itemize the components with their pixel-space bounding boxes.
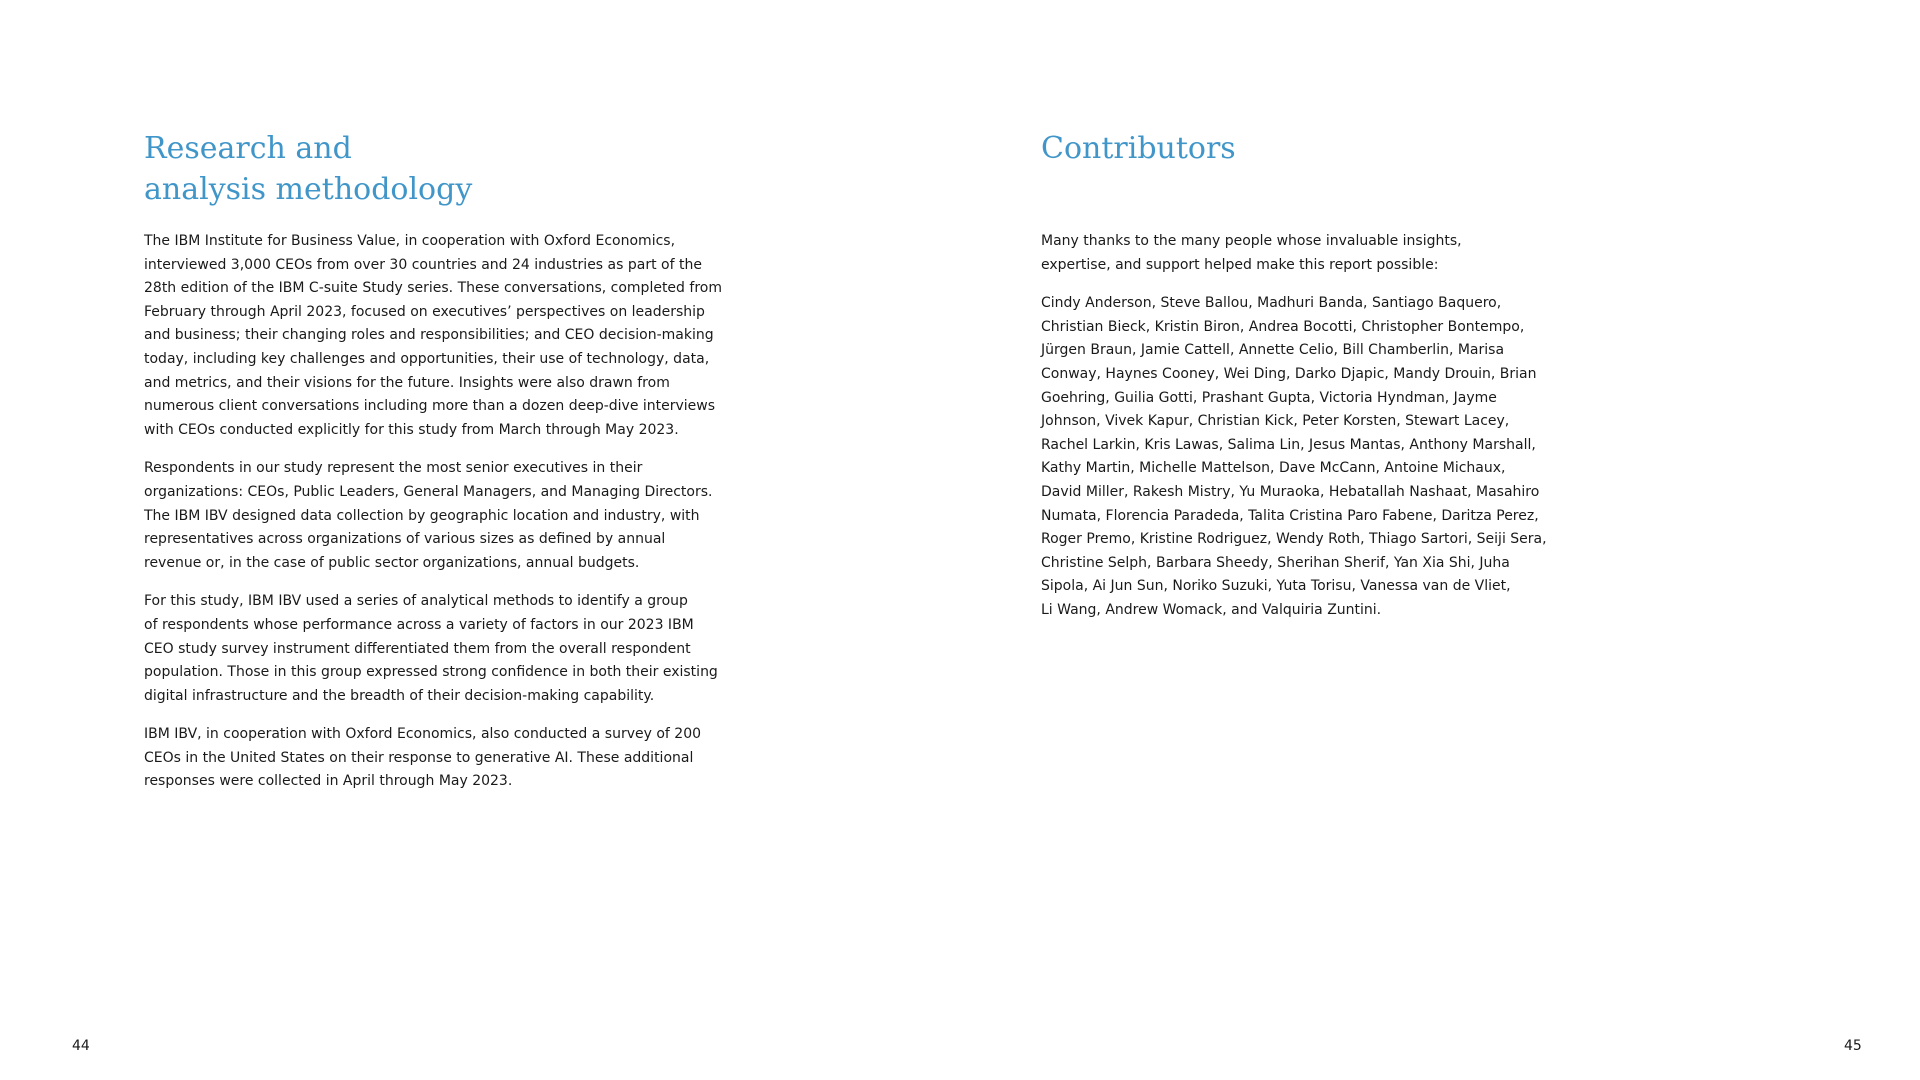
methodology-heading — [144, 128, 472, 210]
page-number-right: 45 — [1844, 1038, 1862, 1054]
contributors-names: Cindy Anderson, Steve Ballou, Madhuri Banda, Santiago Baquero, Christian Bieck, Kristin Biron, Andrea Bocotti, Christopher Bontempo, Jürgen Braun, Jamie Cattell, Annette Celio, Bill Chamberlin, Marisa Conway, Haynes Cooney, Wei Ding, Darko Djapic, Mandy Drouin, Brian Goehring, Guilia Gotti, Prashant Gupta, Victoria Hyndman, Jayme Johnson, Vivek Kapur, Christian Kick, Peter Korsten, Stewart Lacey, Rachel Larkin, Kris Lawas, Salima Lin, Jesus Mantas, Anthony Marshall, Kathy Martin, Michelle Mattelson, Dave McCann, Antoine Michaux, David Miller, Rakesh Mistry, Yu Muraoka, Hebatallah Nashaat, Masahiro Numata, Florencia Paradeda, Talita Cristina Paro Fabene, Daritza Perez, Roger Premo, Kristine Rodriguez, Wendy Roth, Thiago Sartori, Seiji Sera, Christine Selph, Barbara Sheedy, Sherihan Sherif, Yan Xia Shi, Juha Sipola, Ai Jun Sun, Noriko Suzuki, Yuta Torisu, Vanessa van de Vliet, Li Wang, Andrew Womack, and Valquiria Zuntini. — [1041, 295, 1547, 618]
page-number-left: 44 — [72, 1038, 90, 1054]
methodology-paragraph-3: For this study, IBM IBV used a series of analytical methods to identify a group of respondents whose performance across a variety of factors in our 2023 IBM CEO study survey instrument differentiated them from the overall respondent population. Those in this group expressed strong confidence in both their existing digital infrastructure and the breadth of their decision-making capability. — [144, 593, 718, 704]
methodology-heading-line-2: analysis methodology — [144, 172, 473, 207]
methodology-paragraph-2: Respondents in our study represent the most senior executives in their organizations: CEOs, Public Leaders, General Managers, and Managing Directors. The IBM IBV designed data collection by geographic location and industry, with representatives across organizations of various sizes as defined by annual revenue or, in the case of public sector organizations, annual budgets. — [144, 460, 713, 571]
contributors-heading: Contributors — [1041, 131, 1236, 166]
contributors-body — [1041, 230, 1561, 638]
methodology-heading-line-1: Research and — [144, 131, 352, 166]
methodology-paragraph-4: IBM IBV, in cooperation with Oxford Economics, also conducted a survey of 200 CEOs in the United States on their response to generative AI. These additional responses were collected in April through May 2023. — [144, 726, 702, 790]
methodology-paragraph-1: The IBM Institute for Business Value, in cooperation with Oxford Economics, interviewed 3,000 CEOs from over 30 countries and 24 industries as part of the 28th edition of the IBM C-suite Study series. These conversations, completed from February through April 2023, focused on executives’ perspectives on leadership and business; their changing roles and responsibilities; and CEO decision-making today, including key challenges and opportunities, their use of technology, data, and metrics, and their visions for the future. Insights were also drawn from numerous client conversations including more than a dozen deep-dive interviews with CEOs conducted explicitly for this study from March through May 2023. — [144, 233, 722, 438]
contributors-intro: Many thanks to the many people whose invaluable insights, expertise, and support helped make this report possible: — [1041, 233, 1462, 273]
methodology-body — [144, 230, 724, 809]
